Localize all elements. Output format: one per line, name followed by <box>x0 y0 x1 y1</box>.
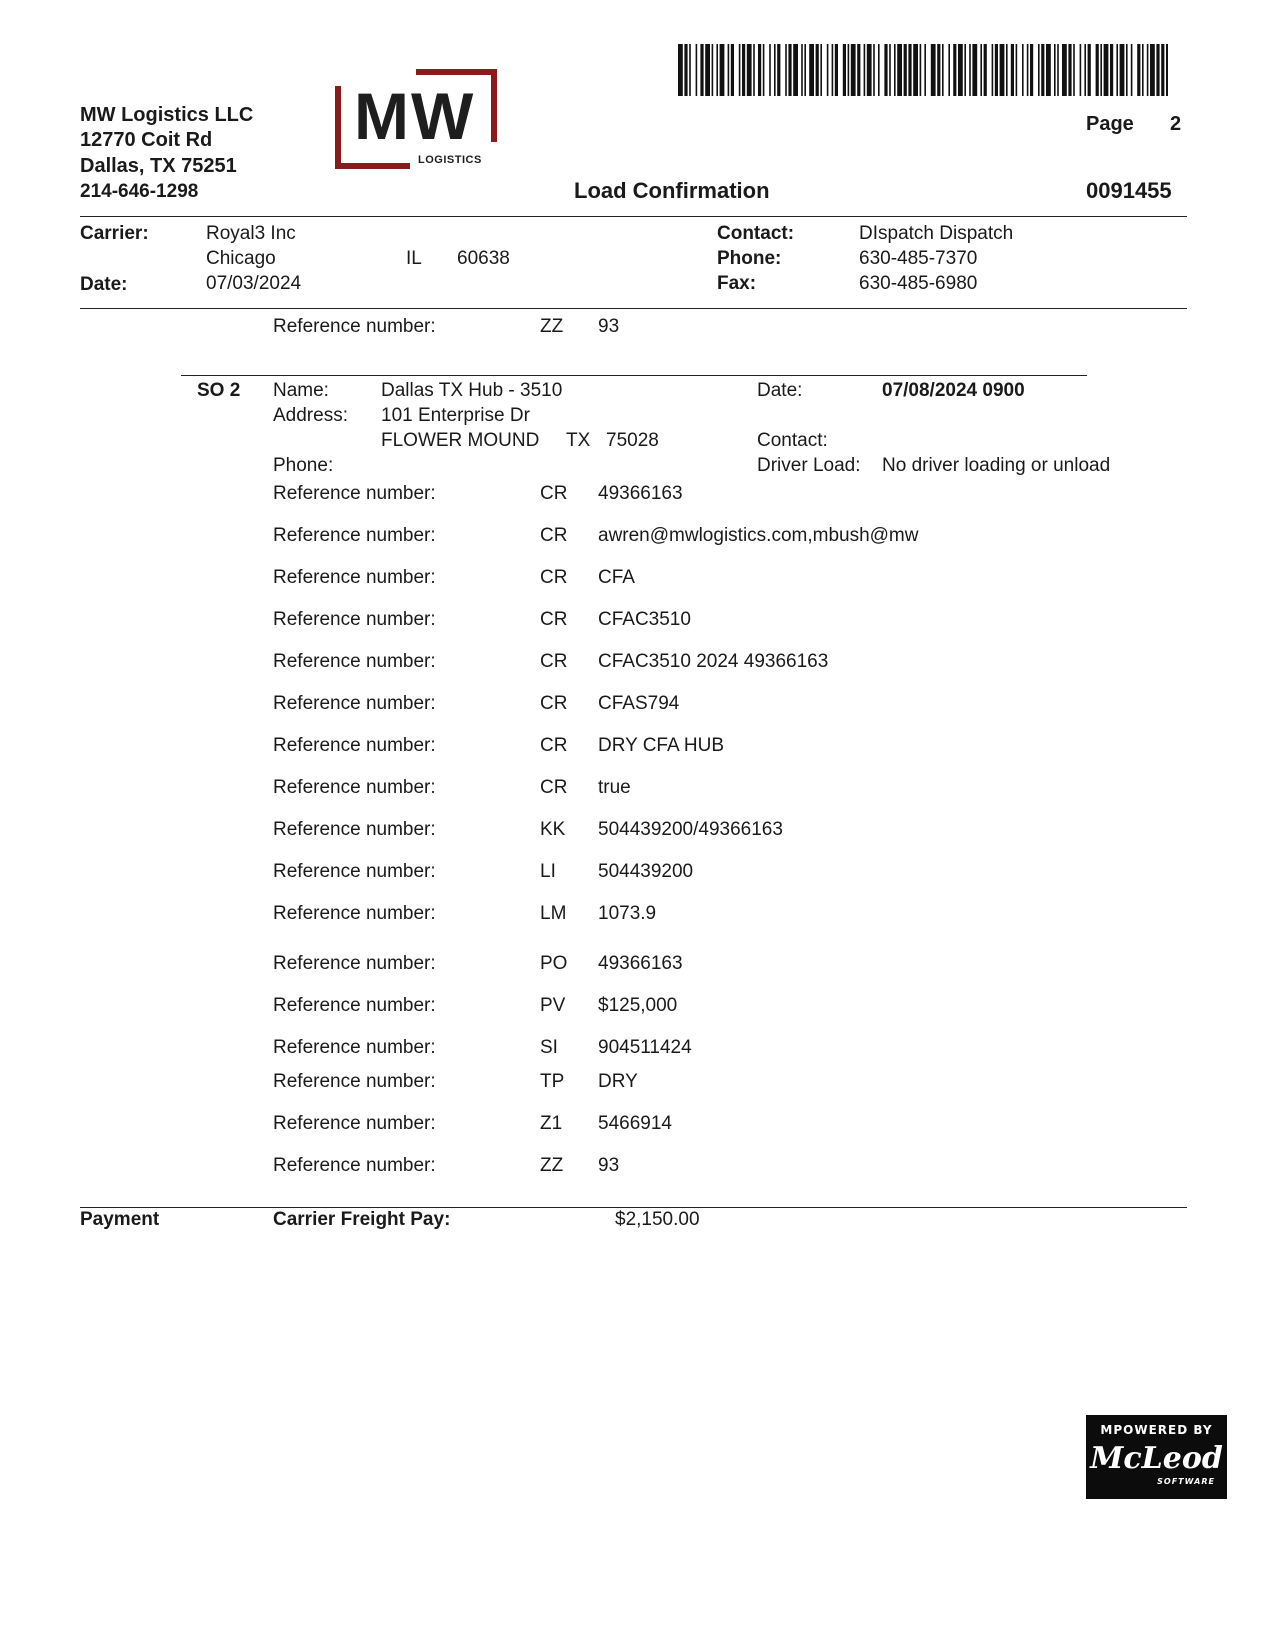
company-phone: 214-646-1298 <box>80 181 199 202</box>
barcode-bar <box>924 44 926 96</box>
barcode-bar <box>801 44 803 96</box>
barcode-bar <box>769 44 771 96</box>
barcode-bar <box>816 44 819 96</box>
barcode-bar <box>785 44 787 96</box>
barcode-bar <box>894 44 896 96</box>
reference-label: Reference number: <box>273 609 436 630</box>
barcode-bar <box>1104 44 1109 96</box>
barcode-bar <box>827 44 829 96</box>
barcode-bar <box>742 44 745 96</box>
barcode-bar <box>753 44 755 96</box>
reference-value: $125,000 <box>598 995 678 1016</box>
barcode-bar <box>788 44 791 96</box>
barcode-bar <box>835 44 838 96</box>
reference-code: SI <box>540 1037 558 1058</box>
carrier-zip: 60638 <box>457 248 510 269</box>
barcode-bar <box>1006 44 1008 96</box>
barcode-bar <box>1088 44 1091 96</box>
reference-label: Reference number: <box>273 693 436 714</box>
driver-load-value: No driver loading or unload <box>882 455 1111 476</box>
barcode-bar <box>777 44 780 96</box>
barcode-bar <box>878 44 880 96</box>
freight-pay-amount: $2,150.00 <box>615 1209 700 1230</box>
reference-label: Reference number: <box>273 651 436 672</box>
barcode-bar <box>696 44 698 96</box>
reference-code: CR <box>540 777 568 798</box>
barcode-bar <box>1016 44 1018 96</box>
reference-code: KK <box>540 819 566 840</box>
reference-value: DRY <box>598 1071 638 1092</box>
carrier-name: Royal3 Inc <box>206 223 296 244</box>
stop-contact-label: Contact: <box>757 430 828 451</box>
stop-address: 101 Enterprise Dr <box>381 405 530 426</box>
powered-by-text: MPOWERED BY <box>1100 1423 1213 1437</box>
barcode-bar <box>731 44 734 96</box>
barcode-bar <box>843 44 846 96</box>
barcode-bar <box>897 44 902 96</box>
reference-code: Z1 <box>540 1113 563 1134</box>
barcode-bar <box>867 44 872 96</box>
reference-code: CR <box>540 609 568 630</box>
barcode-bar <box>1084 44 1086 96</box>
barcode-bar <box>920 44 922 96</box>
reference-label: Reference number: <box>273 995 436 1016</box>
barcode-bar <box>1120 44 1125 96</box>
reference-value: 1073.9 <box>598 903 657 924</box>
document-title: Load Confirmation <box>574 178 770 203</box>
mcleod-software: SOFTWARE <box>1157 1477 1215 1486</box>
barcode-bar <box>758 44 761 96</box>
carrier-label: Carrier: <box>80 223 149 244</box>
barcode-bar <box>1030 44 1033 96</box>
driver-load-label: Driver Load: <box>757 455 861 476</box>
company-name: MW Logistics LLC <box>80 104 254 126</box>
barcode-bar <box>958 44 963 96</box>
carrier-city: Chicago <box>206 248 276 269</box>
stop-date-label: Date: <box>757 380 803 401</box>
barcode-bar <box>931 44 936 96</box>
barcode-bar <box>720 44 725 96</box>
barcode-bar <box>700 44 703 96</box>
stop-city: FLOWER MOUND <box>381 430 540 451</box>
prev-reference-value: 93 <box>598 316 620 337</box>
barcode-bar <box>884 44 887 96</box>
barcode-bar <box>684 44 687 96</box>
payment-label: Payment <box>80 1209 160 1230</box>
stop-name: Dallas TX Hub - 3510 <box>381 380 563 401</box>
stop-name-label: Name: <box>273 380 329 401</box>
stop-address-label: Address: <box>273 405 348 426</box>
barcode-bar <box>964 44 966 96</box>
reference-code: TP <box>540 1071 565 1092</box>
barcode-bar <box>763 44 765 96</box>
barcode-bar <box>774 44 776 96</box>
reference-value: awren@mwlogistics.com,mbush@mw <box>598 525 919 546</box>
barcode-bar <box>848 44 850 96</box>
barcode-bar <box>1068 44 1071 96</box>
barcode-bar <box>1131 44 1133 96</box>
carrier-state: IL <box>406 248 422 269</box>
barcode-bar <box>1156 44 1159 96</box>
barcode-bar <box>1161 44 1164 96</box>
barcode-bar <box>1073 44 1075 96</box>
barcode-bar <box>820 44 822 96</box>
barcode-bar <box>1116 44 1118 96</box>
barcode-bar <box>1046 44 1051 96</box>
date-label: Date: <box>80 274 128 295</box>
reference-value: true <box>598 777 631 798</box>
page-number: 2 <box>1170 113 1182 135</box>
contact-value: DIspatch Dispatch <box>859 223 1014 244</box>
reference-value: 93 <box>598 1155 620 1176</box>
prev-reference-label: Reference number: <box>273 316 436 337</box>
barcode-bar <box>678 44 683 96</box>
logo-subtext: LOGISTICS <box>418 154 482 166</box>
reference-code: CR <box>540 735 568 756</box>
reference-label: Reference number: <box>273 777 436 798</box>
barcode-bar <box>739 44 741 96</box>
barcode-image <box>678 44 1168 96</box>
barcode-bar <box>1027 44 1029 96</box>
barcode-bar <box>1057 44 1059 96</box>
stop-state: TX <box>566 430 591 451</box>
barcode-bar <box>889 44 891 96</box>
reference-value: CFA <box>598 567 635 588</box>
barcode-bar <box>984 44 987 96</box>
barcode-bar <box>913 44 918 96</box>
company-street: 12770 Coit Rd <box>80 129 213 151</box>
barcode-bar <box>908 44 911 96</box>
barcode-bar <box>793 44 798 96</box>
company-logo <box>334 66 502 172</box>
barcode-bar <box>948 44 950 96</box>
reference-label: Reference number: <box>273 525 436 546</box>
reference-label: Reference number: <box>273 1155 436 1176</box>
prev-reference-code: ZZ <box>540 316 564 337</box>
payment-divider <box>80 1207 1187 1208</box>
stop-divider <box>181 375 1087 376</box>
contact-label: Contact: <box>717 223 795 244</box>
barcode-bar <box>1150 44 1155 96</box>
mcleod-logo <box>1086 1415 1227 1499</box>
reference-value: 504439200 <box>598 861 694 882</box>
barcode-bar <box>728 44 730 96</box>
freight-pay-label: Carrier Freight Pay: <box>273 1209 451 1230</box>
barcode-bar <box>857 44 860 96</box>
reference-label: Reference number: <box>273 1037 436 1058</box>
logo-mark: MW <box>354 79 476 153</box>
barcode-bar <box>689 44 691 96</box>
reference-value: 49366163 <box>598 953 683 974</box>
reference-code: CR <box>540 567 568 588</box>
barcode-bar <box>1166 44 1168 96</box>
stop-zip: 75028 <box>606 430 659 451</box>
barcode-bar <box>937 44 940 96</box>
barcode-bar <box>1062 44 1067 96</box>
load-number: 0091455 <box>1086 178 1172 203</box>
carrier-divider <box>80 308 1187 309</box>
reference-code: LI <box>540 861 556 882</box>
barcode-bar <box>1142 44 1144 96</box>
barcode-bar <box>1126 44 1128 96</box>
reference-value: DRY CFA HUB <box>598 735 725 756</box>
fax-label: Fax: <box>717 273 757 294</box>
barcode-bar <box>1011 44 1014 96</box>
reference-label: Reference number: <box>273 953 436 974</box>
fax-value: 630-485-6980 <box>859 273 978 294</box>
reference-label: Reference number: <box>273 861 436 882</box>
reference-label: Reference number: <box>273 735 436 756</box>
reference-code: CR <box>540 651 568 672</box>
reference-code: LM <box>540 903 567 924</box>
carrier-date: 07/03/2024 <box>206 273 302 294</box>
phone-value: 630-485-7370 <box>859 248 978 269</box>
barcode-bar <box>1000 44 1005 96</box>
reference-label: Reference number: <box>273 483 436 504</box>
reference-value: 5466914 <box>598 1113 672 1134</box>
barcode-bar <box>995 44 998 96</box>
barcode-bar <box>1100 44 1102 96</box>
barcode-bar <box>832 44 834 96</box>
barcode-bar <box>864 44 866 96</box>
phone-label: Phone: <box>717 248 782 269</box>
barcode-bar <box>1054 44 1056 96</box>
barcode-bar <box>1110 44 1113 96</box>
reference-value: CFAC3510 <box>598 609 691 630</box>
reference-value: CFAS794 <box>598 693 680 714</box>
barcode-bar <box>716 44 718 96</box>
reference-value: 904511424 <box>598 1037 692 1058</box>
reference-value: CFAC3510 2024 49366163 <box>598 651 829 672</box>
reference-label: Reference number: <box>273 1071 436 1092</box>
stop-date: 07/08/2024 0900 <box>882 380 1025 401</box>
company-city: Dallas, TX 75251 <box>80 155 237 177</box>
reference-code: CR <box>540 483 568 504</box>
barcode-bar <box>980 44 982 96</box>
reference-label: Reference number: <box>273 1113 436 1134</box>
barcode-bar <box>953 44 956 96</box>
barcode-bar <box>1147 44 1149 96</box>
barcode-bar <box>851 44 856 96</box>
reference-code: PO <box>540 953 568 974</box>
barcode-bar <box>712 44 714 96</box>
reference-value: 504439200/49366163 <box>598 819 783 840</box>
barcode-bar <box>1022 44 1024 96</box>
barcode-bar <box>1137 44 1140 96</box>
barcode-bar <box>1080 44 1082 96</box>
barcode-bar <box>969 44 971 96</box>
barcode-bar <box>747 44 752 96</box>
barcode-bar <box>1038 44 1040 96</box>
reference-label: Reference number: <box>273 903 436 924</box>
barcode-bar <box>904 44 907 96</box>
barcode-bar <box>1096 44 1099 96</box>
barcode-bar <box>942 44 944 96</box>
reference-code: CR <box>540 693 568 714</box>
barcode-bar <box>1041 44 1044 96</box>
reference-value: 49366163 <box>598 483 683 504</box>
reference-code: PV <box>540 995 566 1016</box>
barcode-bar <box>992 44 994 96</box>
reference-code: ZZ <box>540 1155 564 1176</box>
header-divider <box>80 216 1187 217</box>
reference-label: Reference number: <box>273 819 436 840</box>
reference-label: Reference number: <box>273 567 436 588</box>
mcleod-brand: McLeod <box>1090 1441 1223 1476</box>
barcode-bar <box>804 44 806 96</box>
barcode-bar <box>809 44 814 96</box>
barcode-bar <box>705 44 710 96</box>
barcode-bar <box>972 44 977 96</box>
reference-code: CR <box>540 525 568 546</box>
stop-phone-label: Phone: <box>273 455 334 476</box>
stop-id: SO 2 <box>197 380 241 401</box>
page-label: Page <box>1086 113 1134 135</box>
barcode-bar <box>873 44 875 96</box>
